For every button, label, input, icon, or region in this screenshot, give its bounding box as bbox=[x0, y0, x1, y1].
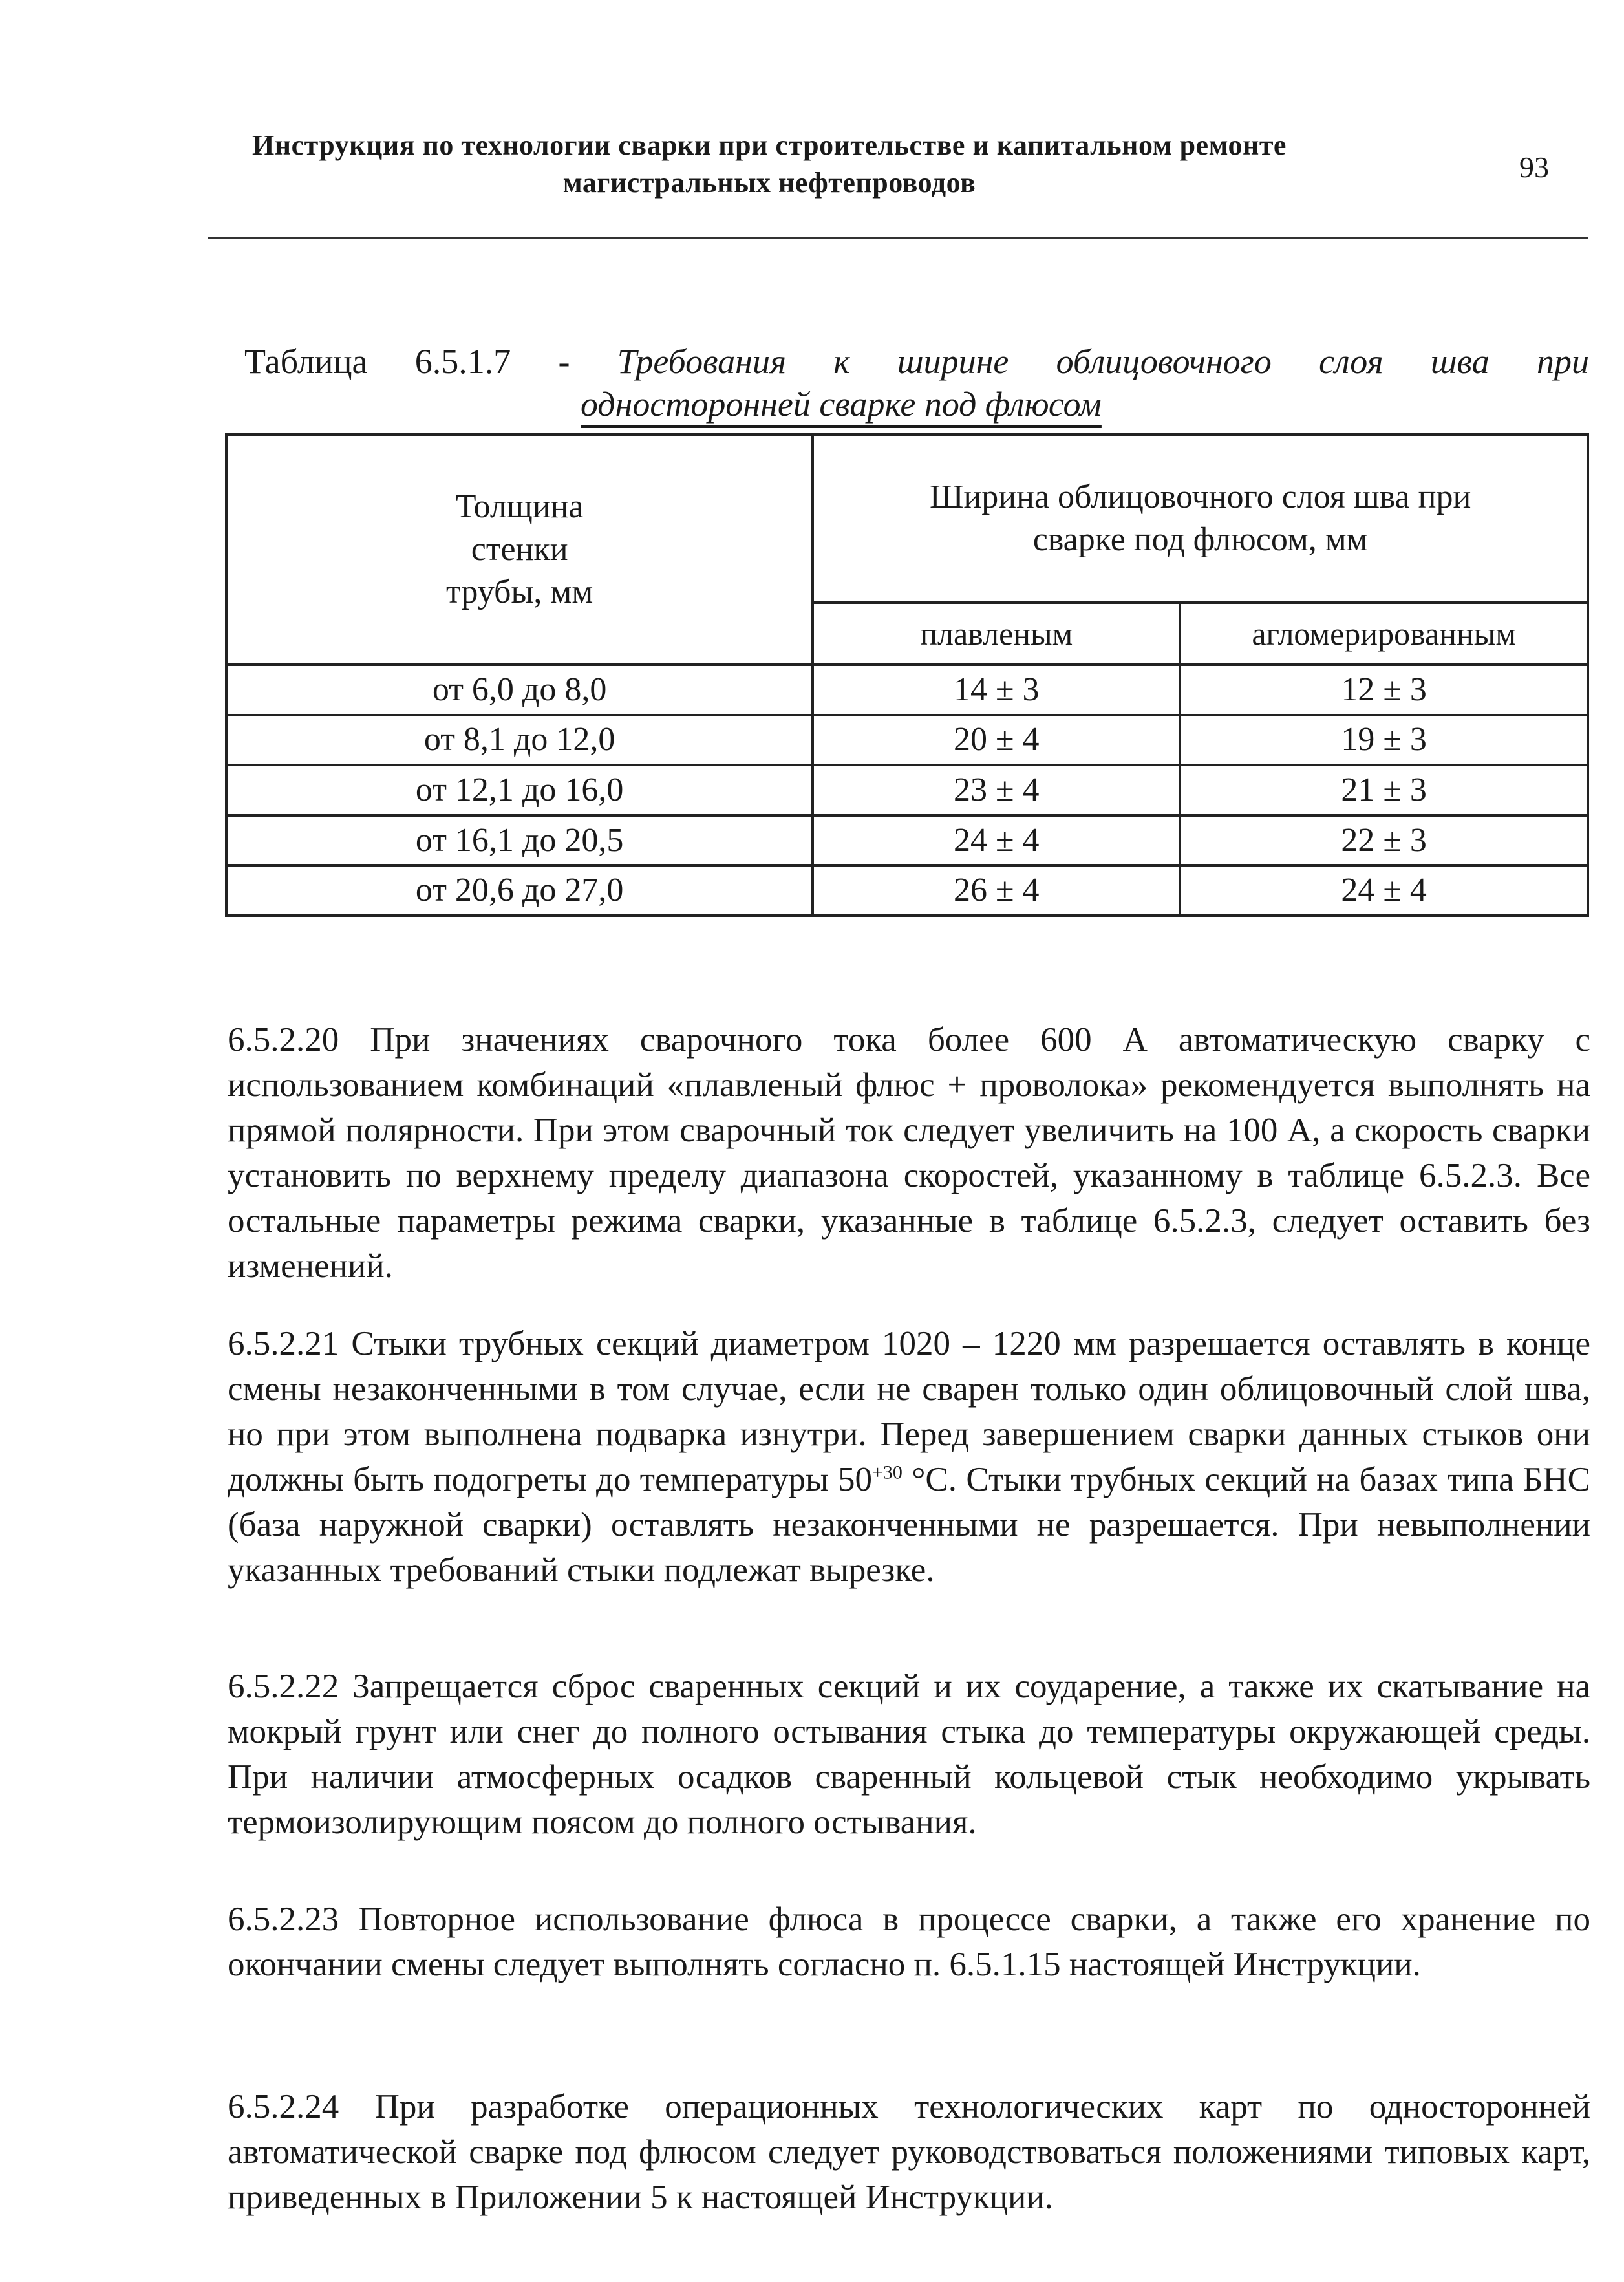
table-row bbox=[226, 715, 1588, 766]
cell-fused: 26 ± 4 bbox=[813, 865, 1180, 916]
page-header bbox=[246, 127, 1293, 202]
cell-agglomerated: 19 ± 3 bbox=[1180, 715, 1588, 766]
cell-fused: 23 ± 4 bbox=[813, 765, 1180, 815]
table-row bbox=[226, 665, 1588, 715]
table-caption bbox=[244, 340, 1589, 425]
cell-fused: 14 ± 3 bbox=[813, 665, 1180, 715]
col-header-thickness: Толщина стенки трубы, мм bbox=[226, 435, 813, 665]
cell-agglomerated: 21 ± 3 bbox=[1180, 765, 1588, 815]
col-header-width: Ширина облицовочного слоя шва при сварке под флюсом, мм bbox=[813, 435, 1588, 603]
cell-thickness: от 12,1 до 16,0 bbox=[226, 765, 813, 815]
cell-agglomerated: 22 ± 3 bbox=[1180, 815, 1588, 866]
cell-thickness: от 20,6 до 27,0 bbox=[226, 865, 813, 916]
cell-fused: 20 ± 4 bbox=[813, 715, 1180, 766]
p21-text-end: °С. Стыки трубных секций на базах типа БНС (база наружной сварки) оставлять незаконченными не разрешается. При невыполнении указанных требований стыки подлежат вырезке. bbox=[228, 1461, 1590, 1589]
cell-thickness: от 16,1 до 20,5 bbox=[226, 815, 813, 866]
table-row bbox=[226, 815, 1588, 866]
cell-agglomerated: 12 ± 3 bbox=[1180, 665, 1588, 715]
table-row bbox=[226, 865, 1588, 916]
cell-agglomerated: 24 ± 4 bbox=[1180, 865, 1588, 916]
page-number: 93 bbox=[1519, 151, 1549, 184]
col-header-fused: плавленым bbox=[813, 603, 1180, 665]
paragraph-6-5-2-24: 6.5.2.24 При разработке операционных технологических карт по односторонней автоматической сварке под флюсом следует руководствоваться положениями типовых карт, приведенных в Приложении 5 к настоящей Инструкции. bbox=[228, 2088, 1590, 2216]
col-header-agglomerated: агломерированным bbox=[1180, 603, 1588, 665]
header-title-line1: Инструкция по технологии сварки при строительстве и капитальном ремонте bbox=[252, 129, 1287, 161]
cell-thickness: от 8,1 до 12,0 bbox=[226, 715, 813, 766]
table-caption-label: Таблица 6.5.1.7 - bbox=[244, 342, 570, 381]
header-title-line2: магистральных нефтепроводов bbox=[562, 167, 976, 199]
flux-width-table bbox=[225, 433, 1589, 917]
cell-fused: 24 ± 4 bbox=[813, 815, 1180, 866]
cell-thickness: от 6,0 до 8,0 bbox=[226, 665, 813, 715]
paragraph-6-5-2-20: 6.5.2.20 При значениях сварочного тока более 600 А автоматическую сварку с использованием комбинаций «плавленый флюс + проволока» рекомендуется выполнять на прямой полярности. При этом сварочный ток следует увеличить на 100 А, а скорость сварки установить по верхнему пределу диапазона скоростей, указанному в таблице 6.5.2.3. Все остальные параметры режима сварки, указанные в таблице 6.5.2.3, следует оставить без изменений. bbox=[228, 1021, 1590, 1285]
temperature-superscript: +30 bbox=[871, 1461, 903, 1483]
table-row bbox=[226, 765, 1588, 815]
header-divider bbox=[208, 237, 1588, 239]
paragraph-6-5-2-22: 6.5.2.22 Запрещается сброс сваренных секций и их соударение, а также их скатывание на мокрый грунт или снег до полного остывания стыка до температуры окружающей среды. При наличии атмосферных осадков сваренный кольцевой стык необходимо укрывать термоизолирующим поясом до полного остывания. bbox=[228, 1668, 1590, 1841]
table-caption-title-line2: односторонней сварке под флюсом bbox=[581, 385, 1102, 424]
table-caption-title-line1: Требования к ширине облицовочного слоя шва при bbox=[617, 342, 1589, 381]
p21-text-start: 6.5.2.21 Стыки трубных секций диаметром 1020 – 1220 мм разрешается оставлять в конце смены незаконченными в том случае, если не сварен только один облицовочный слой шва, но при этом выполнена подварка изнутри. Перед завершением сварки данных стыков они должны быть подогреты до температуры 50 bbox=[228, 1325, 1590, 1498]
paragraph-6-5-2-23: 6.5.2.23 Повторное использование флюса в процессе сварки, а также его хранение по окончании смены следует выполнять согласно п. 6.5.1.15 настоящей Инструкции. bbox=[228, 1900, 1590, 1983]
paragraph-6-5-2-21 bbox=[228, 1321, 1590, 1593]
